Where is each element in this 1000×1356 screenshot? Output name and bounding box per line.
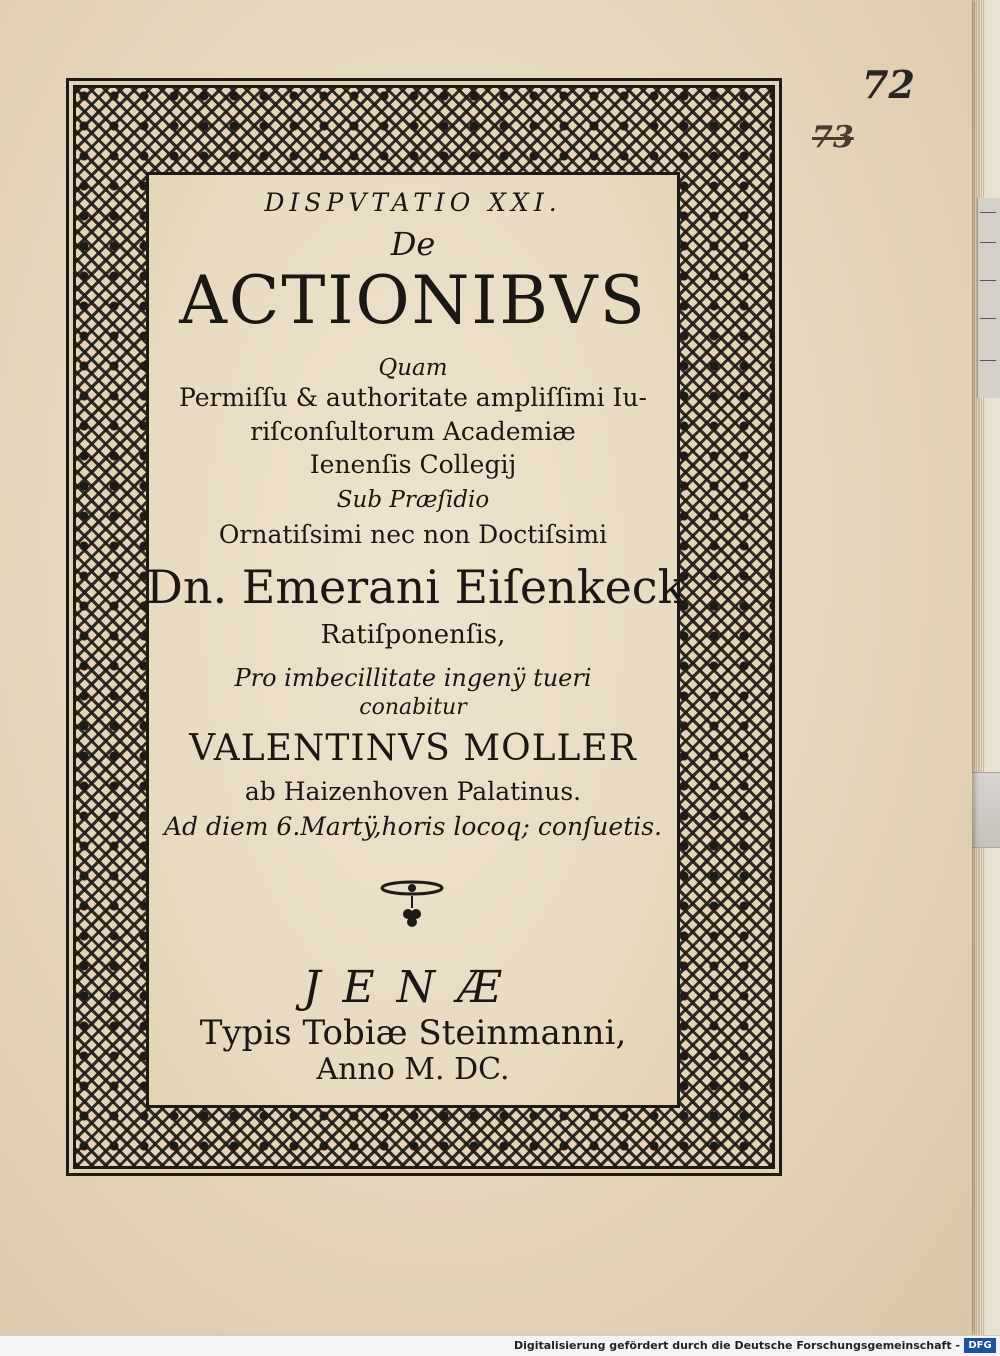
date-line: Ad diem 6.Martÿ,horis locoq; conſuetis. xyxy=(163,812,663,841)
digitization-footer xyxy=(0,1335,1000,1356)
place-of-printing: JENÆ xyxy=(302,962,524,1013)
printers-ornament xyxy=(376,878,448,932)
respondent-name: VALENTINVS MOLLER xyxy=(189,728,637,769)
footer-credit: Digitalisierung gefördert durch die Deutsche Forschungsgemeinschaft - xyxy=(513,1339,960,1352)
body-line-1: Permiſſu & authoritate ampliſſimi Iu- xyxy=(179,383,647,412)
page-tabs-strip xyxy=(977,198,1000,398)
printer-line: Typis Tobiæ Steinmanni, xyxy=(199,1013,627,1053)
ratisponensis-line: Ratiſponenſis, xyxy=(320,620,506,650)
body-line-2: riſconſultorum Academiæ xyxy=(250,417,576,446)
sub-praesidio-line: Sub Præſidio xyxy=(336,487,490,513)
dfg-logo: DFG xyxy=(964,1338,996,1353)
de-word: De xyxy=(390,225,436,263)
year-line: Anno M. DC. xyxy=(316,1052,510,1087)
quam-line: Quam xyxy=(378,355,448,381)
old-folio-number: 73 xyxy=(812,120,854,155)
origin-line: ab Haizenhoven Palatinus. xyxy=(244,777,582,806)
praeses-name: Dn. Emerani Eiſenkeck xyxy=(146,560,686,614)
ornatissimi-line: Ornatiſsimi nec non Doctiſsimi xyxy=(218,520,608,549)
conabitur-line: conabitur xyxy=(359,695,467,720)
main-title: ACTIONIBVS xyxy=(179,262,647,339)
disputatio-heading: DISPVTATIO XXI. xyxy=(264,188,562,217)
pro-line: Pro imbecillitate ingenÿ tueri xyxy=(234,664,592,692)
body-line-3: Ienenſis Collegij xyxy=(309,450,517,479)
folio-number: 72 xyxy=(862,62,915,107)
